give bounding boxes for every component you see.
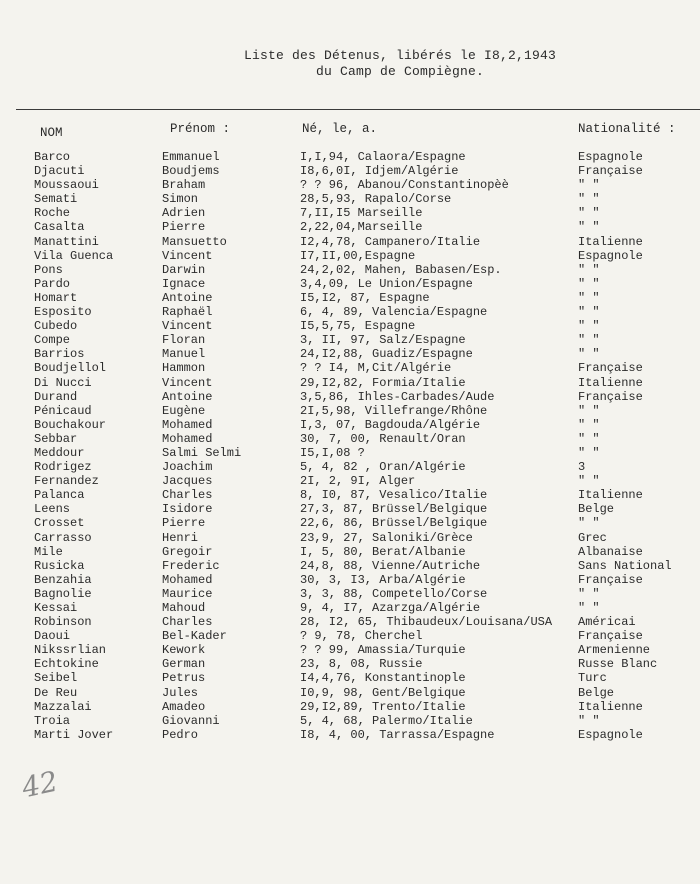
cell-nom: Benzahia [34,572,92,587]
cell-ne: 2I,5,98, Villefrange/Rhône [300,403,488,418]
cell-ne: 24,I2,88, Guadiz/Espagne [300,347,473,362]
cell-prenom: Raphaël [162,305,213,320]
cell-ne: 27,3, 87, Brüssel/Belgique [300,502,488,517]
cell-prenom: Adrien [162,206,206,221]
cell-nom: Cubedo [34,319,78,334]
cell-ne: I4,4,76, Konstantinople [300,671,466,686]
cell-ne: 24,8, 88, Vienne/Autriche [300,558,481,573]
cell-nationalite: " " [578,220,600,235]
cell-nationalite: " " [578,347,600,362]
cell-prenom: Jacques [162,474,213,489]
table-row [0,573,700,587]
table-row [0,629,700,643]
cell-nationalite: " " [578,445,600,460]
cell-nom: Marti Jover [34,727,114,742]
cell-nationalite: " " [578,319,600,334]
cell-nationalite: " " [578,474,600,489]
cell-ne: 28,5,93, Rapalo/Corse [300,192,452,207]
cell-ne: 23, 8, 08, Russie [300,657,423,672]
table-row [0,446,700,460]
cell-nom: Pénicaud [34,403,92,418]
cell-prenom: Charles [162,615,213,630]
cell-nom: Vila Guenca [34,248,114,263]
cell-nationalite: Turc [578,671,607,686]
cell-prenom: Boudjems [162,164,220,179]
table-row [0,474,700,488]
table-row [0,700,700,714]
cell-prenom: Vincent [162,248,213,263]
table-row [0,559,700,573]
table-row [0,686,700,700]
cell-ne: 5, 4, 68, Palermo/Italie [300,713,473,728]
cell-prenom: Eugène [162,403,206,418]
cell-nationalite: " " [578,206,600,221]
table-row [0,192,700,206]
table-row [0,291,700,305]
table-row [0,488,700,502]
cell-nationalite: 3 [578,460,586,475]
cell-nationalite: " " [578,333,600,348]
table-row [0,333,700,347]
column-header-nationalite: Nationalité : [578,122,676,136]
cell-ne: 9, 4, I7, Azarzga/Algérie [300,601,481,615]
cell-nationalite: Italienne [578,375,643,390]
cell-nationalite: Italienne [578,234,643,249]
cell-nom: Troia [34,713,71,728]
cell-nationalite: " " [578,601,600,615]
cell-ne: I8, 4, 00, Tarrassa/Espagne [300,727,495,742]
cell-nationalite: " " [578,262,600,277]
cell-nationalite: Américai [578,615,636,630]
cell-nom: Manattini [34,234,99,249]
table-row [0,418,700,432]
cell-ne: 30, 3, I3, Arba/Algérie [300,572,466,587]
cell-nationalite: Française [578,629,643,644]
cell-nom: Esposito [34,305,92,320]
cell-prenom: Antoine [162,389,213,404]
table-row [0,643,700,657]
table-row [0,587,700,601]
cell-nationalite: Française [578,164,643,179]
table-row [0,671,700,685]
cell-ne: 7,II,I5 Marseille [300,206,423,221]
cell-ne: I5,5,75, Espagne [300,319,416,334]
cell-ne: 2,22,04,Marseille [300,220,423,235]
cell-prenom: Simon [162,192,199,207]
cell-nom: Bagnolie [34,586,92,601]
cell-ne: ? 9, 78, Cherchel [300,629,423,644]
cell-nom: Sebbar [34,431,78,446]
cell-nationalite: Albanaise [578,544,643,559]
cell-nom: Casalta [34,220,85,235]
cell-nom: De Reu [34,685,78,700]
cell-ne: 3,5,86, Ihles-Carbades/Aude [300,389,495,404]
cell-nationalite: Belge [578,685,615,700]
cell-prenom: Bel-Kader [162,629,227,644]
cell-prenom: Darwin [162,262,206,277]
cell-nom: Di Nucci [34,375,92,390]
cell-ne: I5,I,08 ? [300,445,365,460]
cell-prenom: Emmanuel [162,150,220,164]
cell-prenom: Frederic [162,558,220,573]
cell-nationalite: " " [578,305,600,320]
cell-prenom: Charles [162,488,213,503]
cell-prenom: German [162,657,206,672]
cell-prenom: Henri [162,530,199,545]
cell-nom: Pardo [34,276,71,291]
cell-prenom: Joachim [162,460,213,475]
cell-nom: Compe [34,333,71,348]
cell-nom: Roche [34,206,71,221]
table-row [0,235,700,249]
cell-prenom: Pedro [162,727,199,742]
table-row [0,545,700,559]
cell-nationalite: Espagnole [578,248,643,263]
cell-nom: Robinson [34,615,92,630]
table-row [0,263,700,277]
table-row [0,277,700,291]
cell-nom: Rusicka [34,558,85,573]
cell-ne: I7,II,00,Espagne [300,248,416,263]
cell-prenom: Kework [162,643,206,658]
cell-ne: I, 5, 80, Berat/Albanie [300,544,466,559]
table-row [0,390,700,404]
table-row [0,249,700,263]
cell-ne: I,I,94, Calaora/Espagne [300,150,466,164]
cell-prenom: Giovanni [162,713,220,728]
cell-ne: 22,6, 86, Brüssel/Belgique [300,516,488,531]
table-row [0,404,700,418]
cell-prenom: Braham [162,178,206,193]
cell-nom: Bouchakour [34,417,107,432]
cell-prenom: Manuel [162,347,206,362]
cell-nom: Homart [34,290,78,305]
cell-nationalite: Française [578,361,643,376]
title-line-1: Liste des Détenus, libérés le I8,2,1943 [243,48,557,63]
cell-prenom: Mahoud [162,601,206,615]
cell-ne: 3, II, 97, Salz/Espagne [300,333,466,348]
cell-ne: 6, 4, 89, Valencia/Espagne [300,305,488,320]
cell-ne: 30, 7, 00, Renault/Oran [300,431,466,446]
cell-ne: 5, 4, 82 , Oran/Algérie [300,460,466,475]
cell-prenom: Hammon [162,361,206,376]
column-header-nom: NOM [40,126,63,140]
cell-nom: Carrasso [34,530,92,545]
cell-nationalite: Russe Blanc [578,657,658,672]
cell-nom: Mazzalai [34,699,92,714]
detainee-list [0,150,700,742]
table-row [0,178,700,192]
cell-prenom: Isidore [162,502,213,517]
title-line-2: du Camp de Compiègne. [315,64,485,79]
document-title [200,48,600,80]
table-row [0,220,700,234]
column-header-prenom: Prénom : [170,122,231,136]
cell-nationalite: Italienne [578,488,643,503]
cell-ne: 8, I0, 87, Vesalico/Italie [300,488,488,503]
table-row [0,460,700,474]
cell-prenom: Vincent [162,375,213,390]
cell-prenom: Mohamed [162,572,213,587]
cell-ne: 3, 3, 88, Competello/Corse [300,586,488,601]
cell-prenom: Mohamed [162,431,213,446]
cell-nationalite: " " [578,713,600,728]
cell-nom: Barrios [34,347,85,362]
cell-nom: Kessai [34,601,78,615]
cell-prenom: Maurice [162,586,213,601]
cell-prenom: Salmi Selmi [162,445,242,460]
cell-prenom: Pierre [162,220,206,235]
cell-prenom: Antoine [162,290,213,305]
table-row [0,305,700,319]
cell-prenom: Floran [162,333,206,348]
table-row [0,601,700,615]
table-row [0,150,700,164]
table-row [0,432,700,446]
cell-nom: Mile [34,544,63,559]
cell-nom: Pons [34,262,63,277]
cell-nationalite: " " [578,516,600,531]
table-row [0,714,700,728]
cell-nom: Echtokine [34,657,99,672]
cell-prenom: Pierre [162,516,206,531]
table-row [0,361,700,375]
cell-ne: ? ? 99, Amassia/Turquie [300,643,466,658]
table-row [0,615,700,629]
cell-nationalite: " " [578,276,600,291]
cell-nom: Rodrigez [34,460,92,475]
cell-ne: 24,2,02, Mahen, Babasen/Esp. [300,262,502,277]
cell-nom: Crosset [34,516,85,531]
cell-ne: ? ? 96, Abanou/Constantinopèè [300,178,509,193]
cell-nom: Palanca [34,488,85,503]
cell-nom: Nikssrlian [34,643,107,658]
table-row [0,206,700,220]
cell-ne: 29,I2,82, Formia/Italie [300,375,466,390]
cell-nom: Seibel [34,671,78,686]
cell-nationalite: Espagnole [578,727,643,742]
cell-ne: I2,4,78, Campanero/Italie [300,234,481,249]
cell-ne: 3,4,09, Le Union/Espagne [300,276,473,291]
cell-nationalite: Française [578,572,643,587]
cell-nationalite: Sans National [578,558,672,573]
cell-prenom: Mansuetto [162,234,227,249]
cell-ne: ? ? I4, M,Cit/Algérie [300,361,452,376]
cell-nationalite: Italienne [578,699,643,714]
cell-ne: I,3, 07, Bagdouda/Algérie [300,417,481,432]
cell-nationalite: " " [578,586,600,601]
cell-nom: Meddour [34,445,85,460]
column-header-ne: Né, le, a. [302,122,378,136]
cell-nom: Leens [34,502,71,517]
table-row [0,728,700,742]
cell-nom: Semati [34,192,78,207]
cell-nationalite: " " [578,403,600,418]
cell-nationalite: Grec [578,530,607,545]
cell-nationalite: Belge [578,502,615,517]
cell-ne: I0,9, 98, Gent/Belgique [300,685,466,700]
cell-ne: 29,I2,89, Trento/Italie [300,699,466,714]
cell-ne: 28, I2, 65, Thibaudeux/Louisana/USA [300,615,553,630]
table-row [0,531,700,545]
table-row [0,347,700,361]
table-row [0,164,700,178]
cell-ne: I5,I2, 87, Espagne [300,290,430,305]
cell-prenom: Gregoir [162,544,213,559]
cell-nom: Daoui [34,629,71,644]
table-row [0,516,700,530]
header-rule [16,109,700,111]
cell-nationalite: " " [578,178,600,193]
cell-prenom: Vincent [162,319,213,334]
cell-prenom: Mohamed [162,417,213,432]
cell-nationalite: " " [578,431,600,446]
cell-nom: Moussaoui [34,178,99,193]
pencil-page-number: 42 [18,764,61,805]
table-row [0,502,700,516]
cell-ne: 2I, 2, 9I, Alger [300,474,416,489]
cell-nom: Boudjellol [34,361,107,376]
cell-prenom: Ignace [162,276,206,291]
table-row [0,657,700,671]
table-row [0,319,700,333]
cell-ne: I8,6,0I, Idjem/Algérie [300,164,459,179]
cell-prenom: Petrus [162,671,206,686]
cell-nom: Fernandez [34,474,99,489]
cell-nom: Durand [34,389,78,404]
cell-nom: Barco [34,150,71,164]
cell-nationalite: Espagnole [578,150,643,164]
cell-nationalite: " " [578,417,600,432]
cell-prenom: Jules [162,685,199,700]
table-row [0,376,700,390]
cell-nationalite: " " [578,192,600,207]
cell-nationalite: Armenienne [578,643,651,658]
cell-nationalite: " " [578,290,600,305]
cell-ne: 23,9, 27, Saloniki/Grèce [300,530,473,545]
cell-prenom: Amadeo [162,699,206,714]
cell-nationalite: Française [578,389,643,404]
cell-nom: Djacuti [34,164,85,179]
